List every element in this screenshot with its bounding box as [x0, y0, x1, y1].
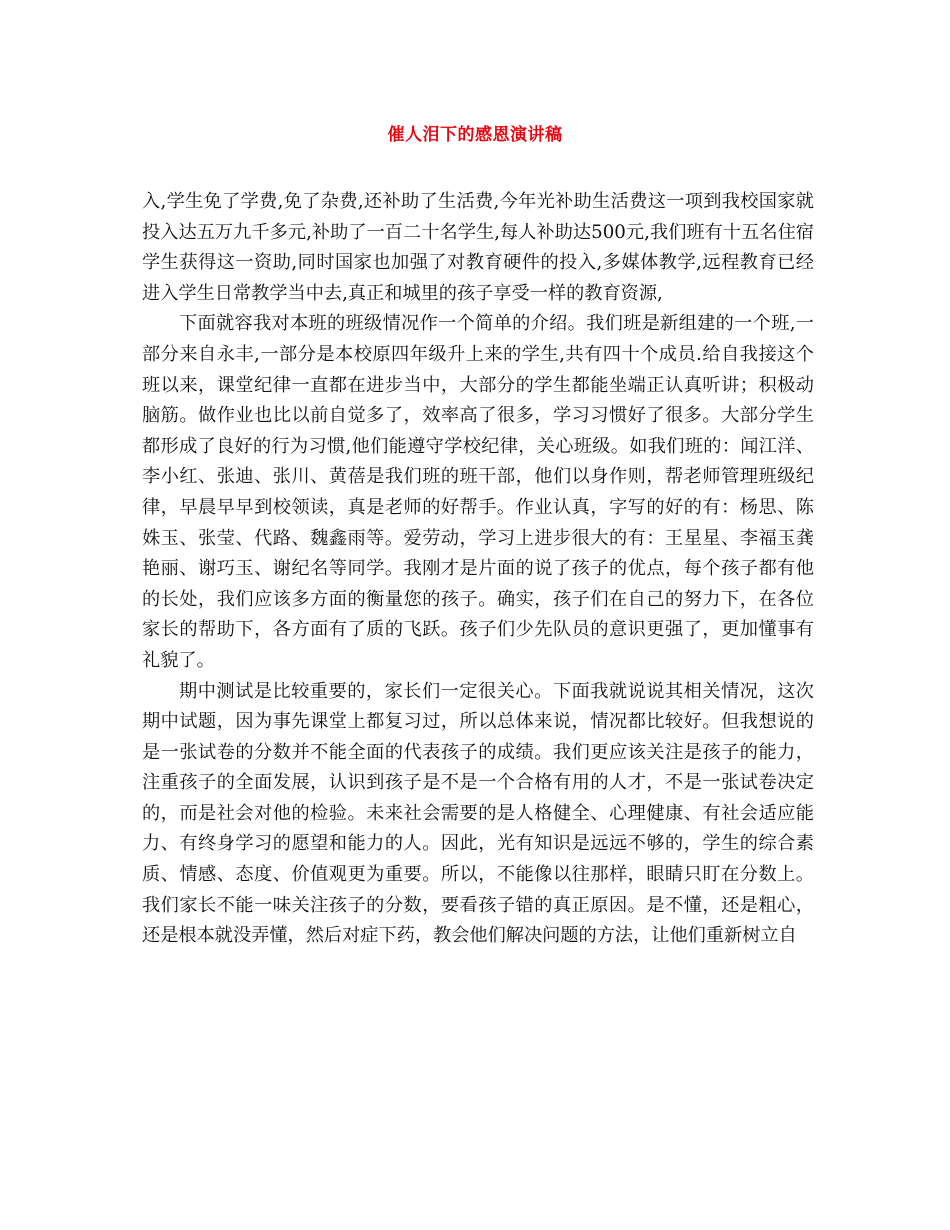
document-title: 催人泪下的感恩演讲稿 — [387, 125, 563, 145]
paragraph-1: 入,学生免了学费,免了杂费,还补助了生活费,今年光补助生活费这一项到我校国家就投入达五万九千多元,补助了一百二十名学生,每人补助达500元,我们班有十五名住宿学生获得这一资助,同时国家也加强了对教育硬件的投入,多媒体教学,远程教育已经进入学生日常教学当中去,真正和城里的孩子享受一样的教育资源, — [142, 191, 814, 304]
paragraph-2: 下面就容我对本班的班级情况作一个简单的介绍。我们班是新组建的一个班,一部分来自永丰,一部分是本校原四年级升上来的学生,共有四十个成员.给自我接这个班以来，课堂纪律一直都在进步当中，大部分的学生都能坐端正认真听讲；积极动脑筋。做作业也比以前自觉多了，效率高了很多，学习习惯好了很多。大部分学生都形成了良好的行为习惯,他们能遵守学校纪律，关心班级。如我们班的：闻江洋、李小红、张迪、张川、黄蓓是我们班的班干部，他们以身作则，帮老师管理班级纪律，早晨早早到校领读，真是老师的好帮手。作业认真，字写的好的有：杨思、陈姝玉、张莹、代路、魏鑫雨等。爱劳动，学习上进步很大的有：王星星、李福玉龚艳丽、谢巧玉、谢纪名等同学。我刚才是片面的说了孩子的优点，每个孩子都有他的长处，我们应该多方面的衡量您的孩子。确实，孩子们在自己的努力下，在各位家长的帮助下，各方面有了质的飞跃。孩子们少先队员的意识更强了，更加懂事有礼貌了。 — [142, 313, 814, 671]
document-body — [142, 187, 814, 952]
paragraph-3: 期中测试是比较重要的，家长们一定很关心。下面我就说说其相关情况，这次期中试题，因为事先课堂上都复习过，所以总体来说，情况都比较好。但我想说的是一张试卷的分数并不能全面的代表孩子的成绩。我们更应该关注是孩子的能力，注重孩子的全面发展，认识到孩子是不是一个合格有用的人才，不是一张试卷决定的，而是社会对他的检验。未来社会需要的是人格健全、心理健康、有社会适应能力、有终身学习的愿望和能力的人。因此，光有知识是远远不够的，学生的综合素质、情感、态度、价值观更为重要。所以，不能像以往那样，眼睛只盯在分数上。我们家长不能一味关注孩子的分数，要看孩子错的真正原因。是不懂，还是粗心，还是根本就没弄懂，然后对症下药，教会他们解决问题的方法，让他们重新树立自 — [142, 680, 814, 947]
